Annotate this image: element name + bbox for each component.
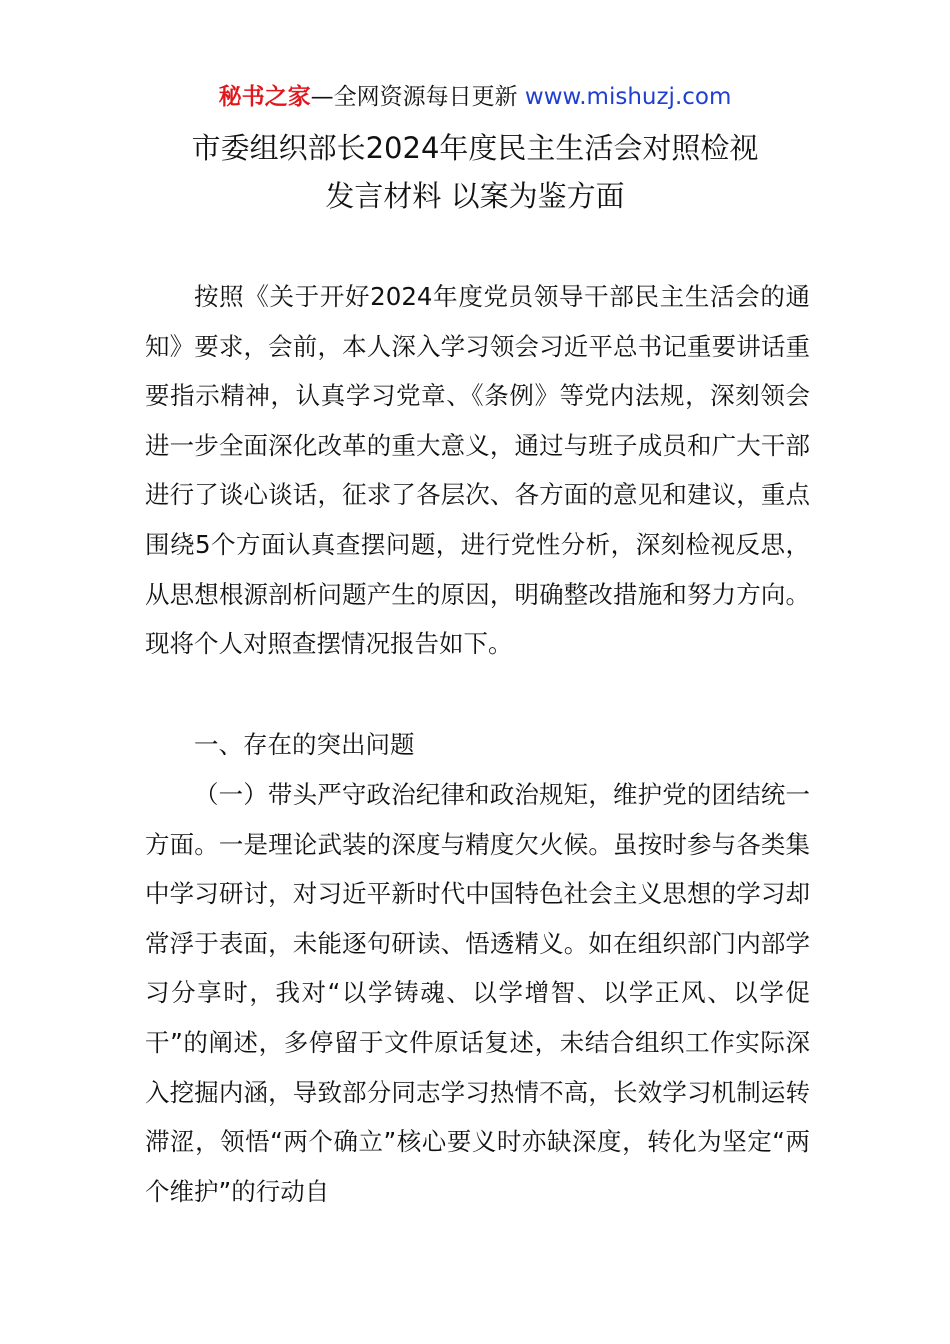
section-heading-text: 一、存在的突出问题 bbox=[194, 730, 415, 759]
site-header bbox=[0, 80, 950, 114]
intro-paragraph bbox=[145, 272, 810, 669]
section-one-paragraph bbox=[145, 770, 810, 1216]
document-title-line-2: 发言材料 以案为鉴方面 bbox=[325, 179, 625, 213]
section-heading bbox=[145, 720, 810, 770]
site-url[interactable]: www.mishuzj.com bbox=[524, 84, 732, 110]
site-slogan: —全网资源每日更新 bbox=[310, 84, 518, 110]
document-title-line-1: 市委组织部长2024年度民主生活会对照检视 bbox=[191, 131, 759, 165]
section-one-text: （一）带头严守政治纪律和政治规矩，维护党的团结统一方面。一是理论武装的深度与精度欠火候。虽按时参与各类集中学习研讨，对习近平新时代中国特色社会主义思想的学习却常浮于表面，未能逐句研读、悟透精义。如在组织部门内部学习分享时，我对“以学铸魂、以学增智、以学正风、以学促干”的阐述，多停留于文件原话复述，未结合组织工作实际深入挖掘内涵，导致部分同志学习热情不高，长效学习机制运转滞涩，领悟“两个确立”核心要义时亦缺深度，转化为坚定“两个维护”的行动自 bbox=[145, 780, 810, 1206]
intro-text: 按照《关于开好2024年度党员领导干部民主生活会的通知》要求，会前，本人深入学习领会习近平总书记重要讲话重要指示精神，认真学习党章、《条例》等党内法规，深刻领会进一步全面深化改革的重大意义，通过与班子成员和广大干部进行了谈心谈话，征求了各层次、各方面的意见和建议，重点围绕5个方面认真查摆问题，进行党性分析，深刻检视反思，从思想根源剖析问题产生的原因，明确整改措施和努力方向。现将个人对照查摆情况报告如下。 bbox=[145, 282, 810, 659]
brand-name: 秘书之家 bbox=[218, 84, 311, 110]
